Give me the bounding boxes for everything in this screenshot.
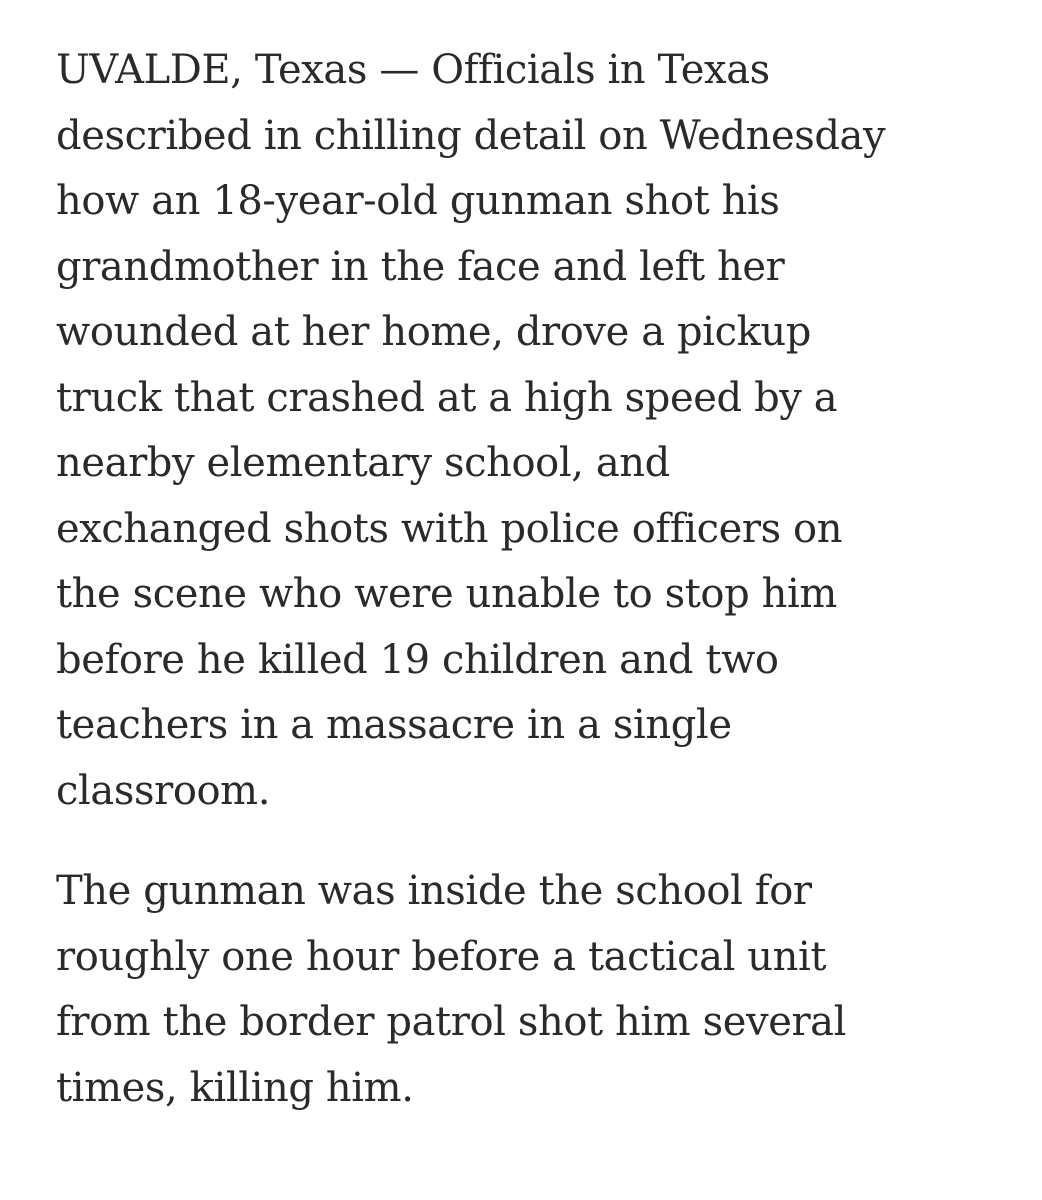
- paragraph-line: roughly one hour before a tactical unit: [56, 933, 827, 980]
- paragraph-line: exchanged shots with police officers on: [56, 505, 843, 552]
- paragraph-line: wounded at her home, drove a pickup: [56, 309, 811, 355]
- paragraph-line: UVALDE, Texas — Officials in Texas: [56, 47, 770, 93]
- paragraph-line: times, killing him.: [56, 1064, 414, 1111]
- paragraph-line: the scene who were unable to stop him: [56, 571, 837, 617]
- paragraph-line: described in chilling detail on Wednesday: [56, 112, 886, 159]
- paragraph-line: classroom.: [56, 767, 271, 814]
- article-paragraph-2: [56, 859, 1016, 1121]
- article-body: [56, 38, 1016, 1121]
- paragraph-line: teachers in a massacre in a single: [56, 702, 732, 748]
- paragraph-line: nearby elementary school, and: [56, 440, 670, 486]
- paragraph-line: from the border patrol shot him several: [56, 999, 847, 1045]
- paragraph-line: truck that crashed at a high speed by a: [56, 374, 838, 421]
- paragraph-line: how an 18-year-old gunman shot his: [56, 178, 780, 224]
- paragraph-line: before he killed 19 children and two: [56, 636, 779, 683]
- paragraph-line: grandmother in the face and left her: [56, 243, 785, 290]
- article-paragraph-1: [56, 38, 1016, 824]
- paragraph-line: The gunman was inside the school for: [56, 868, 812, 914]
